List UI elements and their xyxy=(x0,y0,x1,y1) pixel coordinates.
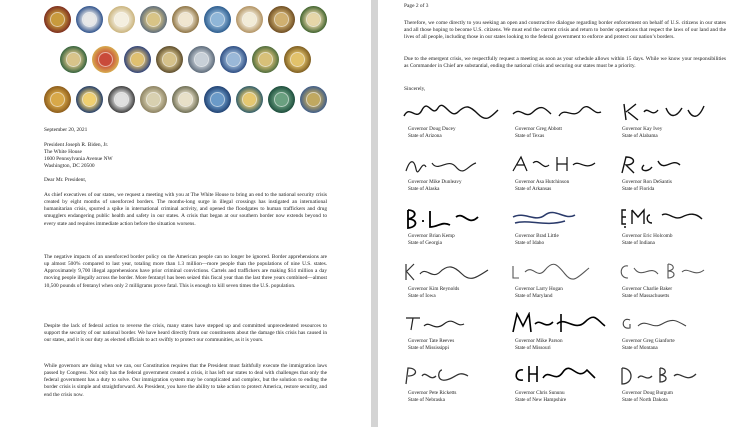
handwritten-signature xyxy=(398,364,516,388)
idaho-seal-icon xyxy=(268,6,295,33)
governor-state: State of Alaska xyxy=(408,186,440,192)
body-paragraph: While governors are doing what we can, our Constitution requires that the President must faithfully execute the immigration laws passed by Congress. Not only has the federal government created a crisis, it has left our states to deal with challenges that only the federal government has a duty to solve. Our immigration system may be complicated and complex, but the solution to ending the border crisis is simple and straightforward. As President, you have the ability to take action to protect America, restore security, and end the crisis now. xyxy=(44,363,327,398)
governor-name: Governor Asa Hutchinson xyxy=(515,179,570,185)
alabama-seal-icon xyxy=(108,6,135,33)
governor-state: State of Alabama xyxy=(622,133,658,139)
governor-state: State of North Dakota xyxy=(622,397,668,403)
arkansas-seal-icon xyxy=(172,6,199,33)
governor-state: State of Mississippi xyxy=(408,345,449,351)
indiana-seal-icon xyxy=(300,6,327,33)
governor-state: State of Montana xyxy=(622,345,658,351)
governor-name: Governor Ron DeSantis xyxy=(622,179,672,185)
handwritten-signature xyxy=(398,100,516,124)
body-paragraph: As chief executives of our states, we request a meeting with you at The White House to bring an end to the national security crisis created by eight months of unenforced borders. The months-long surge in illegal crossings has instigated an international humanitarian crisis, spurred a spike in international criminal activity, and opened the floodgates to human traffickers and drug smugglers endangering public health and safety in our states. A crisis that began at our southern border now extends beyond to every state and requires immediate action before the situation worsens. xyxy=(44,192,327,227)
handwritten-signature xyxy=(505,207,623,231)
letter-page-1 xyxy=(0,0,371,427)
signature-block xyxy=(398,153,516,203)
signature-block xyxy=(612,364,730,414)
closing-sincerely: Sincerely, xyxy=(404,86,426,92)
address-line: President Joseph R. Biden, Jr. xyxy=(44,142,109,148)
governor-name: Governor Pete Ricketts xyxy=(408,390,457,396)
new-hampshire-seal-icon xyxy=(284,46,311,73)
south-carolina-seal-icon xyxy=(140,86,167,113)
governor-state: State of Iowa xyxy=(408,293,436,299)
letter-page-2 xyxy=(378,0,750,427)
governor-state: State of Massachusetts xyxy=(622,293,670,299)
signature-block xyxy=(505,260,623,310)
body-paragraph: Therefore, we come directly to you seeking an open and constructive dialogue regarding border enforcement on behalf of U.S. citizens in our states and all those hoping to become U.S. citizens. We must end the current crisis and return to border operations that respect the laws of our land and the lives of all people, including those in our states looking to the federal government to enforce and protect our nation’s borders. xyxy=(404,20,726,41)
governor-state: State of Florida xyxy=(622,186,655,192)
governor-name: Governor Kim Reynolds xyxy=(408,286,460,292)
handwritten-signature xyxy=(505,153,623,177)
signature-block xyxy=(505,153,623,203)
salutation: Dear Mr. President, xyxy=(44,177,87,183)
governor-name: Governor Tate Reeves xyxy=(408,338,455,344)
governor-state: State of Texas xyxy=(515,133,545,139)
governor-state: State of Missouri xyxy=(515,345,551,351)
oklahoma-seal-icon xyxy=(108,86,135,113)
signature-block xyxy=(505,364,623,414)
governor-name: Governor Mike Parson xyxy=(515,338,563,344)
mississippi-seal-icon xyxy=(156,46,183,73)
address-line: Washington, DC 20500 xyxy=(44,163,95,169)
signature-block xyxy=(505,100,623,150)
florida-seal-icon xyxy=(204,6,231,33)
montana-seal-icon xyxy=(220,46,247,73)
wyoming-seal-icon xyxy=(300,86,327,113)
governor-state: State of Maryland xyxy=(515,293,553,299)
body-paragraph: Due to the emergent crisis, we respectfully request a meeting as soon as your schedule allows within 15 days. While we know your responsibilities as Commander in Chief are substantial, ending the national crisis and securing our states must be a priority. xyxy=(404,56,726,70)
page-number-label: Page 2 of 3 xyxy=(404,3,429,9)
governor-name: Governor Greg Gianforte xyxy=(622,338,675,344)
governor-name: Governor Brian Kemp xyxy=(408,233,455,239)
ohio-seal-icon xyxy=(76,86,103,113)
north-dakota-seal-icon xyxy=(44,86,71,113)
state-seals-banner xyxy=(44,6,330,116)
maryland-seal-icon xyxy=(92,46,119,73)
handwritten-signature xyxy=(612,153,730,177)
nebraska-seal-icon xyxy=(252,46,279,73)
handwritten-signature xyxy=(612,312,730,336)
body-paragraph: The negative impacts of an unenforced border policy on the American people can no longer be ignored. Border apprehensions are up almost 500% compared to last year, totaling more than 1.3 million—more people than the populations of nine U.S. states. Approximately 9,700 illegal apprehensions have prior criminal convictions. Cartels and traffickers are making $14 million a day moving people illegally across the border. More fentanyl has been seized this fiscal year than the last three years combined—almost 10,500 pounds of fentanyl when only 2 milligrams prove fatal. This is enough to kill seven times the U.S. population. xyxy=(44,254,327,289)
missouri-seal-icon xyxy=(188,46,215,73)
letter-date: September 20, 2021 xyxy=(44,127,88,133)
signature-block xyxy=(612,260,730,310)
signature-block xyxy=(398,312,516,362)
signature-block xyxy=(612,100,730,150)
alaska-seal-icon xyxy=(140,6,167,33)
signature-block xyxy=(398,260,516,310)
signature-block xyxy=(505,207,623,257)
signature-block xyxy=(505,312,623,362)
handwritten-signature xyxy=(612,364,730,388)
governor-state: State of Indiana xyxy=(622,240,655,246)
arizona-seal-icon xyxy=(44,6,71,33)
address-line: 1600 Pennsylvania Avenue NW xyxy=(44,156,113,162)
west-virginia-seal-icon xyxy=(268,86,295,113)
governor-name: Governor Doug Burgum xyxy=(622,390,673,396)
governor-name: Governor Charlie Baker xyxy=(622,286,673,292)
governor-name: Governor Doug Ducey xyxy=(408,126,456,132)
address-line: The White House xyxy=(44,149,82,155)
signature-block xyxy=(398,207,516,257)
governor-state: State of New Hampshire xyxy=(515,397,567,403)
governor-state: State of Arkansas xyxy=(515,186,552,192)
iowa-seal-icon xyxy=(60,46,87,73)
handwritten-signature xyxy=(505,312,623,336)
governor-name: Governor Brad Little xyxy=(515,233,559,239)
handwritten-signature xyxy=(612,207,730,231)
utah-seal-icon xyxy=(236,86,263,113)
governor-state: State of Arizona xyxy=(408,133,442,139)
handwritten-signature xyxy=(398,312,516,336)
governor-name: Governor Larry Hogan xyxy=(515,286,563,292)
governor-name: Governor Chris Sununu xyxy=(515,390,565,396)
handwritten-signature xyxy=(505,260,623,284)
governor-name: Governor Greg Abbott xyxy=(515,126,562,132)
governor-name: Governor Mike Dunleavy xyxy=(408,179,462,185)
massachusetts-seal-icon xyxy=(124,46,151,73)
signature-block xyxy=(612,153,730,203)
governor-name: Governor Kay Ivey xyxy=(622,126,663,132)
signature-block xyxy=(398,364,516,414)
governor-state: State of Georgia xyxy=(408,240,442,246)
handwritten-signature xyxy=(612,100,730,124)
signature-block xyxy=(612,312,730,362)
texas-seal-icon xyxy=(76,6,103,33)
handwritten-signature xyxy=(398,153,516,177)
tennessee-seal-icon xyxy=(204,86,231,113)
south-dakota-seal-icon xyxy=(172,86,199,113)
governor-state: State of Nebraska xyxy=(408,397,445,403)
handwritten-signature xyxy=(398,260,516,284)
handwritten-signature xyxy=(505,100,623,124)
handwritten-signature xyxy=(505,364,623,388)
governor-state: State of Idaho xyxy=(515,240,545,246)
georgia-seal-icon xyxy=(236,6,263,33)
handwritten-signature xyxy=(398,207,516,231)
governor-name: Governor Eric Holcomb xyxy=(622,233,673,239)
handwritten-signature xyxy=(612,260,730,284)
signature-block xyxy=(612,207,730,257)
body-paragraph: Despite the lack of federal action to reverse the crisis, many states have stepped up and committed unprecedented resources to support the security of our national border. We have heard directly from our constituents about the damage this crisis has caused in our states, and it is our duty as elected officials to act swiftly to protect our communities, as it is yours. xyxy=(44,323,327,344)
signature-block xyxy=(398,100,516,150)
